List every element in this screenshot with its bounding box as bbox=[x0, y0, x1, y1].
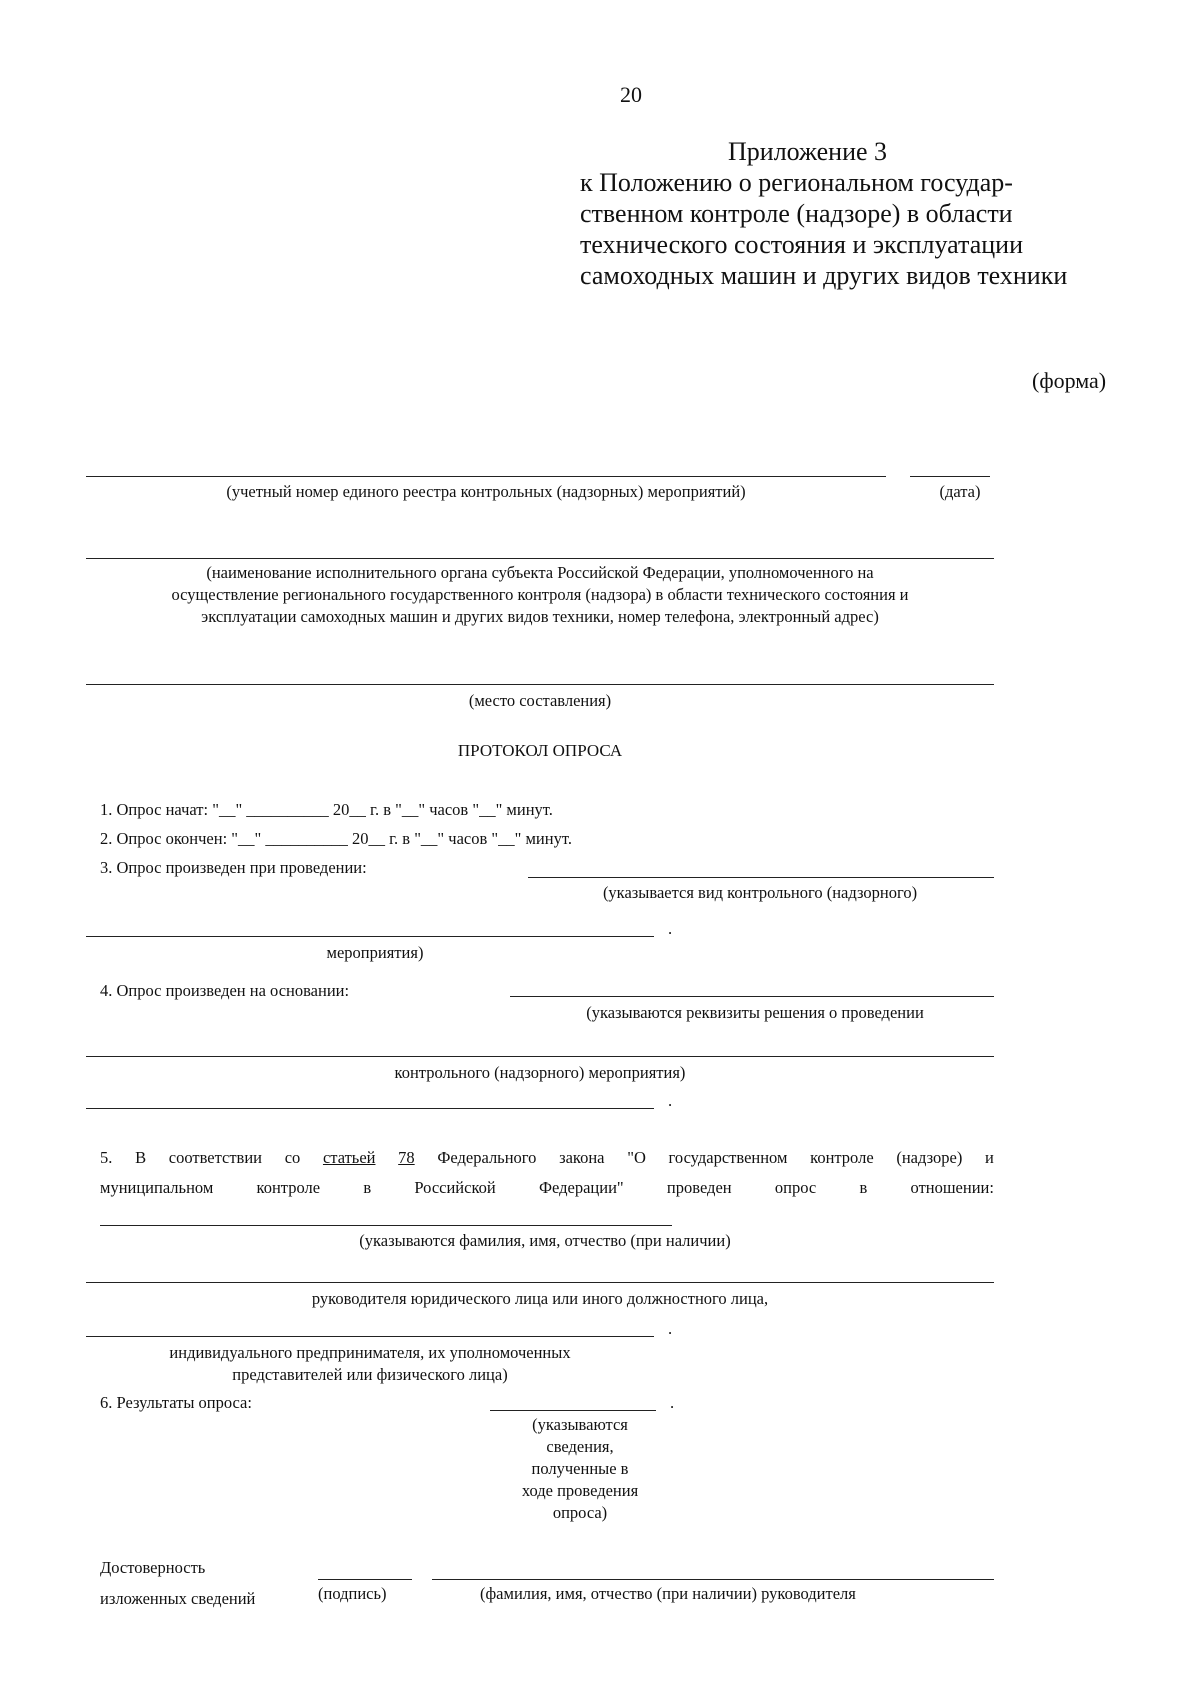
item-4-extra-field[interactable] bbox=[86, 1108, 654, 1109]
word: (надзоре) bbox=[896, 1148, 963, 1167]
word: "О bbox=[627, 1148, 646, 1167]
authority-field[interactable] bbox=[86, 558, 994, 559]
word: отношении: bbox=[910, 1178, 994, 1197]
item-3-field-continued[interactable] bbox=[86, 936, 654, 937]
article-link[interactable]: статьей bbox=[322, 1148, 376, 1167]
item-4-caption-continued: контрольного (надзорного) мероприятия) bbox=[394, 1063, 686, 1082]
date-caption: (дата) bbox=[939, 482, 981, 501]
authority-caption-line: осуществление регионального государственного контроля (надзора) в области технического состояния и bbox=[171, 585, 909, 604]
item-5-line-1 bbox=[100, 1147, 994, 1169]
page-number: 20 bbox=[620, 82, 642, 107]
signature-field[interactable] bbox=[318, 1579, 412, 1580]
caption-line: опроса) bbox=[552, 1503, 608, 1522]
form-label: (форма) bbox=[1032, 368, 1107, 393]
word: опрос bbox=[774, 1178, 817, 1197]
item-3-field[interactable] bbox=[528, 877, 994, 878]
item-3-label: 3. Опрос произведен при проведении: bbox=[100, 858, 367, 877]
item-5-caption-last bbox=[140, 1342, 600, 1386]
place-caption: (место составления) bbox=[468, 691, 612, 710]
item-6-field[interactable] bbox=[490, 1410, 656, 1411]
item-5-caption-continued: руководителя юридического лица или иного должностного лица, bbox=[311, 1289, 769, 1308]
dot: . bbox=[668, 1091, 673, 1110]
word: муниципальном bbox=[100, 1178, 214, 1197]
word: Федерации" bbox=[538, 1178, 624, 1197]
item-6-caption bbox=[490, 1414, 670, 1524]
word: и bbox=[985, 1148, 994, 1167]
signature-caption: (подпись) bbox=[318, 1584, 387, 1603]
caption-line: полученные в bbox=[531, 1459, 629, 1478]
word: в bbox=[363, 1178, 372, 1197]
name-caption: (фамилия, имя, отчество (при наличии) руководителя bbox=[480, 1584, 856, 1603]
item-5-extra-field[interactable] bbox=[86, 1336, 654, 1337]
word: 5. bbox=[100, 1148, 113, 1167]
name-field[interactable] bbox=[432, 1579, 994, 1580]
caption-line: ходе проведения bbox=[521, 1481, 639, 1500]
registry-number-field[interactable] bbox=[86, 476, 886, 477]
word: государственном bbox=[668, 1148, 788, 1167]
item-6-label: 6. Результаты опроса: bbox=[100, 1393, 252, 1412]
word: контроле bbox=[810, 1148, 874, 1167]
authority-caption-line: (наименование исполнительного органа субъекта Российской Федерации, уполномоченного на bbox=[206, 563, 874, 582]
dot: . bbox=[668, 1319, 673, 1338]
word: закона bbox=[559, 1148, 605, 1167]
article-number-link[interactable]: 78 bbox=[398, 1148, 415, 1167]
item-1-start: 1. Опрос начат: "__" __________ 20__ г. в "__" часов "__" минут. bbox=[100, 800, 553, 819]
appendix-title: Приложение 3 bbox=[728, 137, 888, 166]
word: в bbox=[859, 1178, 868, 1197]
authority-caption bbox=[86, 562, 994, 628]
item-4-label: 4. Опрос произведен на основании: bbox=[100, 981, 350, 1000]
caption-line: сведения, bbox=[546, 1437, 614, 1456]
item-4-field[interactable] bbox=[510, 996, 994, 997]
item-2-end: 2. Опрос окончен: "__" __________ 20__ г. в "__" часов "__" минут. bbox=[100, 829, 572, 848]
word: соответствии bbox=[168, 1148, 262, 1167]
caption-line: (указываются bbox=[532, 1415, 628, 1434]
item-5-caption: (указываются фамилия, имя, отчество (при наличии) bbox=[359, 1231, 731, 1250]
caption-line: представителей или физического лица) bbox=[232, 1365, 508, 1384]
item-5-line-2 bbox=[100, 1177, 994, 1199]
item-5-field-continued[interactable] bbox=[86, 1282, 994, 1283]
word: В bbox=[135, 1148, 147, 1167]
caption-line: индивидуального предпринимателя, их уполномоченных bbox=[169, 1343, 571, 1362]
word: Российской bbox=[414, 1178, 496, 1197]
item-3-caption-continued: мероприятия) bbox=[326, 943, 424, 962]
registry-number-caption: (учетный номер единого реестра контрольных (надзорных) мероприятий) bbox=[226, 482, 746, 501]
word: со bbox=[284, 1148, 301, 1167]
date-field[interactable] bbox=[910, 476, 990, 477]
item-4-field-continued[interactable] bbox=[86, 1056, 994, 1057]
signature-label-1: Достоверность bbox=[100, 1558, 206, 1577]
appendix-line: ственном контроле (надзоре) в области bbox=[580, 199, 1013, 228]
appendix-line: самоходных машин и других видов техники bbox=[580, 261, 1068, 290]
item-4-caption: (указываются реквизиты решения о проведении bbox=[586, 1003, 924, 1022]
appendix-header bbox=[580, 136, 1140, 291]
item-5-field[interactable] bbox=[100, 1225, 672, 1226]
word: контроле bbox=[256, 1178, 321, 1197]
dot: . bbox=[668, 919, 673, 938]
authority-caption-line: эксплуатации самоходных машин и других видов техники, номер телефона, электронный адрес) bbox=[201, 607, 879, 626]
item-3-caption: (указывается вид контрольного (надзорного) bbox=[602, 883, 918, 902]
appendix-line: к Положению о региональном государ- bbox=[580, 168, 1013, 197]
dot: . bbox=[670, 1393, 675, 1412]
place-field[interactable] bbox=[86, 684, 994, 685]
signature-label-2: изложенных сведений bbox=[100, 1589, 256, 1608]
protocol-title: ПРОТОКОЛ ОПРОСА bbox=[457, 741, 623, 760]
word: проведен bbox=[666, 1178, 732, 1197]
word: Федерального bbox=[437, 1148, 537, 1167]
appendix-line: технического состояния и эксплуатации bbox=[580, 230, 1023, 259]
